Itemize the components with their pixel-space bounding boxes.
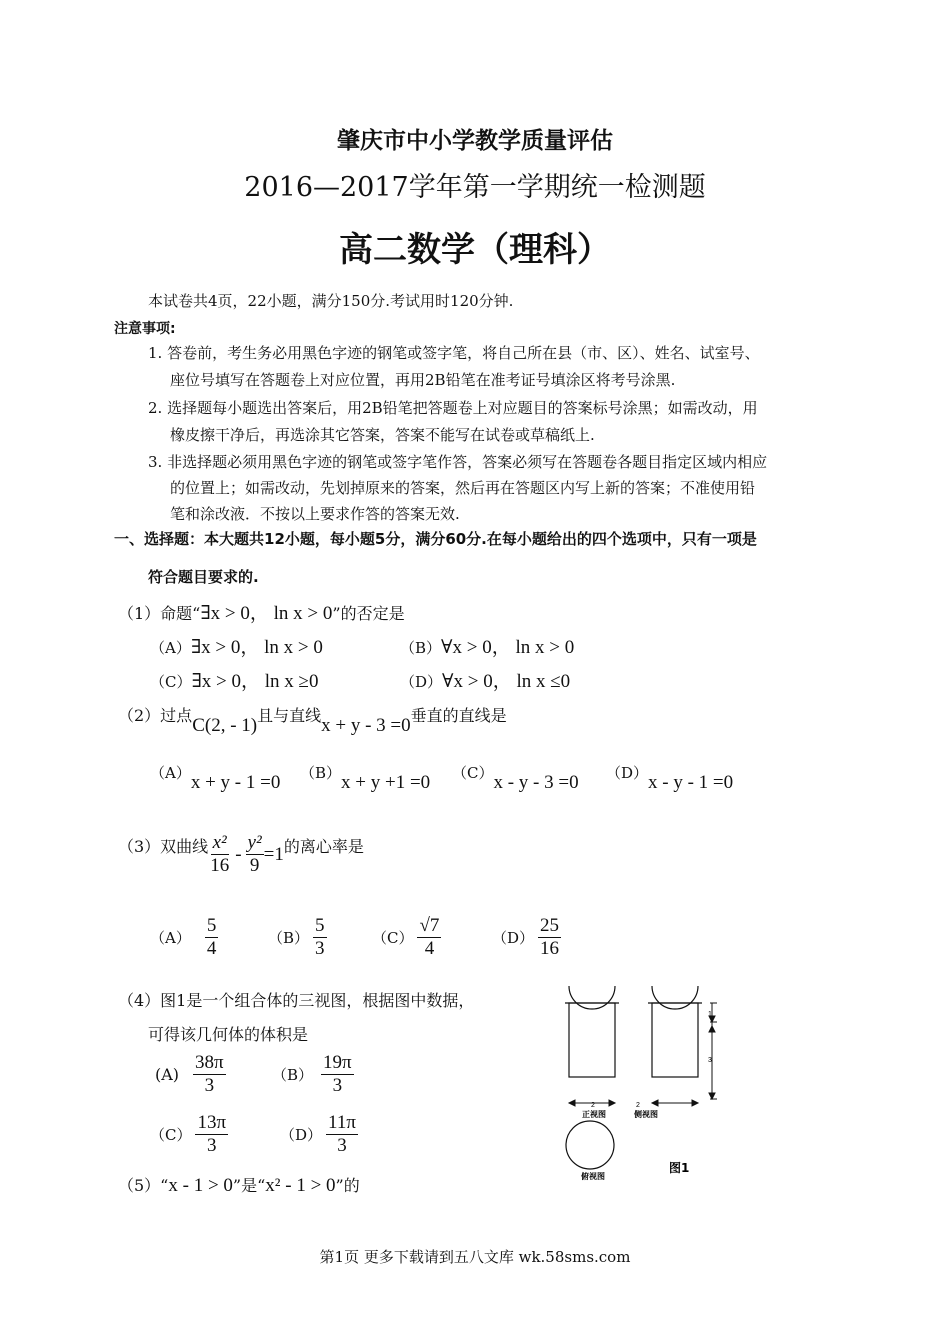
q2-d-text: x - y - 1 =0: [648, 772, 734, 793]
question-1: [118, 598, 405, 625]
q1-a-text: ∃x > 0， ln x > 0: [190, 637, 323, 658]
q3-frac-y-den: 9: [249, 854, 260, 876]
question-4-line-2: 可得该几何体的体积是: [148, 1025, 309, 1044]
q3-eq: =1: [263, 844, 284, 865]
question-5: [118, 1173, 360, 1197]
dim-top-label: 1: [708, 1011, 712, 1018]
q3-b-frac: [313, 915, 327, 960]
note-2-line-1: 2. 选择题每小题选出答案后，用2B铅笔把答题卷上对应题目的答案标号涂黑；如需改动，用: [148, 399, 758, 417]
q5-label: （5）“: [118, 1176, 169, 1195]
section-1-heading-cont: 符合题目要求的.: [148, 568, 259, 586]
q4-d-den: 3: [337, 1134, 347, 1156]
q3-d-frac: [538, 915, 561, 960]
q3-c-num: √7: [419, 915, 440, 936]
q4-b-label: （B）: [272, 1065, 314, 1084]
q3-frac-x-num: x²: [212, 832, 227, 853]
q1-tail: ”的否定是: [332, 604, 405, 623]
q3-frac-x: [208, 832, 231, 877]
q4-d-num: 11π: [328, 1112, 356, 1133]
exam-subject-title: 高二数学（理科）: [339, 230, 611, 270]
q3-a-label: （A）: [150, 928, 191, 947]
side-width-arrow-left: [652, 1100, 658, 1106]
q5-tail: ”的: [335, 1176, 360, 1195]
q3-b-den: 3: [315, 937, 325, 959]
front-view: [565, 986, 619, 1077]
q4-option-b: [272, 1052, 354, 1097]
q3-option-d: [492, 915, 561, 960]
q4-option-a: [155, 1052, 226, 1097]
dim-height-label: 3: [708, 1057, 712, 1064]
q4-a-den: 3: [204, 1074, 215, 1096]
q1-option-a: [150, 632, 323, 659]
side-width-label: 2: [636, 1102, 640, 1109]
q1-stem: ∃x > 0， ln x > 0: [200, 603, 333, 624]
q1-d-label: （D）: [400, 673, 443, 691]
q3-c-frac: [417, 915, 441, 960]
exam-term-title: 2016—2017学年第一学期统一检测题: [244, 172, 706, 203]
q3-label: （3）双曲线: [118, 837, 209, 856]
q4-d-frac: [326, 1112, 358, 1157]
q4-c-den: 3: [207, 1134, 217, 1156]
width-dimension-side: [652, 1100, 698, 1106]
front-width-label: 2: [591, 1102, 595, 1109]
q3-c-den: 4: [424, 937, 435, 959]
side-view: [648, 986, 702, 1077]
q3-a-den: 4: [206, 937, 217, 959]
question-4-line-1: （4）图1是一个组合体的三视图，根据图中数据，: [118, 991, 475, 1010]
q2-b-text: x + y +1 =0: [341, 772, 431, 793]
q2-b-label: （B）: [300, 764, 342, 782]
side-view-cylinder: [652, 1003, 698, 1077]
q4-c-frac: [195, 1112, 228, 1157]
q3-option-a: [150, 915, 218, 960]
figure-caption: 图1: [669, 1161, 690, 1175]
q4-option-d: [280, 1112, 358, 1157]
q5-p2: x² - 1 > 0: [265, 1175, 336, 1196]
q3-d-label: （D）: [492, 928, 535, 947]
dim-arrow-2: [709, 1093, 715, 1099]
q2-c-label: （C）: [452, 764, 494, 782]
q3-b-num: 5: [315, 915, 325, 936]
notes-title: 注意事项:: [114, 321, 176, 337]
q1-c-text: ∃x > 0， ln x ≥0: [191, 671, 319, 692]
q3-frac-y-num: y²: [247, 832, 262, 853]
section-1-heading: 一、选择题：本大题共12小题，每小题5分，满分60分.在每小题给出的四个选项中，只有一项是: [114, 530, 757, 548]
q3-frac-x-den: 16: [210, 854, 230, 876]
q2-tail: 垂直的直线是: [410, 706, 507, 725]
q5-mid: ”是“: [232, 1176, 266, 1195]
q1-d-text: ∀x > 0， ln x ≤0: [442, 671, 571, 692]
q2-d-label: （D）: [606, 764, 649, 782]
q3-frac-y: [246, 832, 264, 877]
q3-b-label: （B）: [268, 928, 310, 947]
question-3: [118, 830, 364, 877]
q3-c-label: （C）: [372, 928, 414, 947]
q3-option-c: [372, 915, 441, 960]
q4-option-c: [150, 1112, 228, 1157]
q4-b-num: 19π: [323, 1052, 352, 1073]
q4-a-label: (A): [155, 1064, 180, 1084]
q4-a-frac: [193, 1052, 226, 1097]
q4-d-label: （D）: [280, 1125, 323, 1144]
q2-a-label: （A）: [150, 764, 191, 782]
q1-c-label: （C）: [150, 673, 192, 691]
side-width-arrow-right: [692, 1100, 698, 1106]
q2-option-c: [452, 762, 579, 793]
q2-option-d: [606, 762, 734, 793]
q2-mid: 且与直线: [257, 706, 322, 725]
front-view-hemisphere: [569, 986, 615, 1009]
exam-org-title: 肇庆市中小学教学质量评估: [337, 128, 613, 154]
q3-a-frac: [205, 915, 219, 960]
q3-option-b: [268, 915, 327, 960]
q3-a-num: 5: [206, 915, 217, 936]
q2-c-text: x - y - 3 =0: [493, 772, 579, 793]
page-footer: 第1页 更多下载请到五八文库 wk.58sms.com: [319, 1248, 631, 1266]
q2-a-text: x + y - 1 =0: [190, 772, 281, 793]
q3-d-num: 25: [540, 915, 560, 936]
question-2: [118, 703, 507, 736]
top-view-circle: [566, 1121, 614, 1169]
front-view-label: 正视图: [582, 1110, 606, 1119]
q3-tail: 的离心率是: [283, 837, 364, 856]
top-view-label: 俯视图: [581, 1172, 605, 1181]
q1-option-b: [400, 632, 574, 659]
note-3-line-3: 笔和涂改液．不按以上要求作答的答案无效.: [170, 505, 460, 523]
q2-point: C(2, - 1): [192, 715, 258, 736]
q1-b-label: （B）: [400, 639, 442, 657]
three-view-figure: [555, 982, 745, 1182]
q1-b-text: ∀x > 0， ln x > 0: [441, 637, 575, 658]
note-2-line-2: 橡皮擦干净后，再选涂其它答案，答案不能写在试卷或草稿纸上.: [170, 426, 595, 444]
q5-p1: x - 1 > 0: [168, 1175, 233, 1196]
q2-line: x + y - 3 =0: [321, 715, 411, 736]
front-width-arrow-left: [569, 1100, 575, 1106]
side-view-label: 侧视图: [634, 1110, 658, 1119]
q1-option-d: [400, 666, 570, 693]
q4-a-num: 38π: [195, 1052, 224, 1073]
front-view-cylinder: [569, 1003, 615, 1077]
note-1-line-1: 1. 答卷前，考生务必用黑色字迹的钢笔或签字笔，将自己所在县（市、区）、姓名、试室号、: [148, 344, 760, 362]
q4-c-num: 13π: [197, 1112, 227, 1133]
side-view-hemisphere: [652, 986, 698, 1009]
q1-a-label: （A）: [150, 639, 191, 657]
note-3-line-2: 的位置上；如需改动，先划掉原来的答案，然后再在答题区内写上新的答案；不准使用铅: [170, 479, 756, 497]
note-1-line-2: 座位号填写在答题卷上对应位置，再用2B铅笔在准考证号填涂区将考号涂黑.: [170, 371, 676, 389]
q1-label: （1）命题“: [118, 604, 201, 623]
q4-c-label: （C）: [150, 1125, 192, 1144]
q3-minus: -: [235, 844, 242, 865]
q4-b-frac: [321, 1052, 354, 1097]
note-3-line-1: 3. 非选择题必须用黑色字迹的钢笔或签字笔作答，答案必须写在答题卷各题目指定区域内相应: [148, 453, 768, 471]
q3-d-den: 16: [540, 937, 560, 959]
dim-arrow-3: [709, 1026, 715, 1032]
q2-option-b: [300, 762, 431, 793]
q1-option-c: [150, 666, 318, 693]
q2-label: （2）过点: [118, 706, 193, 725]
q2-option-a: [150, 762, 281, 793]
exam-intro: 本试卷共4页，22小题，满分150分.考试用时120分钟.: [148, 292, 514, 310]
q4-b-den: 3: [332, 1074, 343, 1096]
front-width-arrow-right: [609, 1100, 615, 1106]
